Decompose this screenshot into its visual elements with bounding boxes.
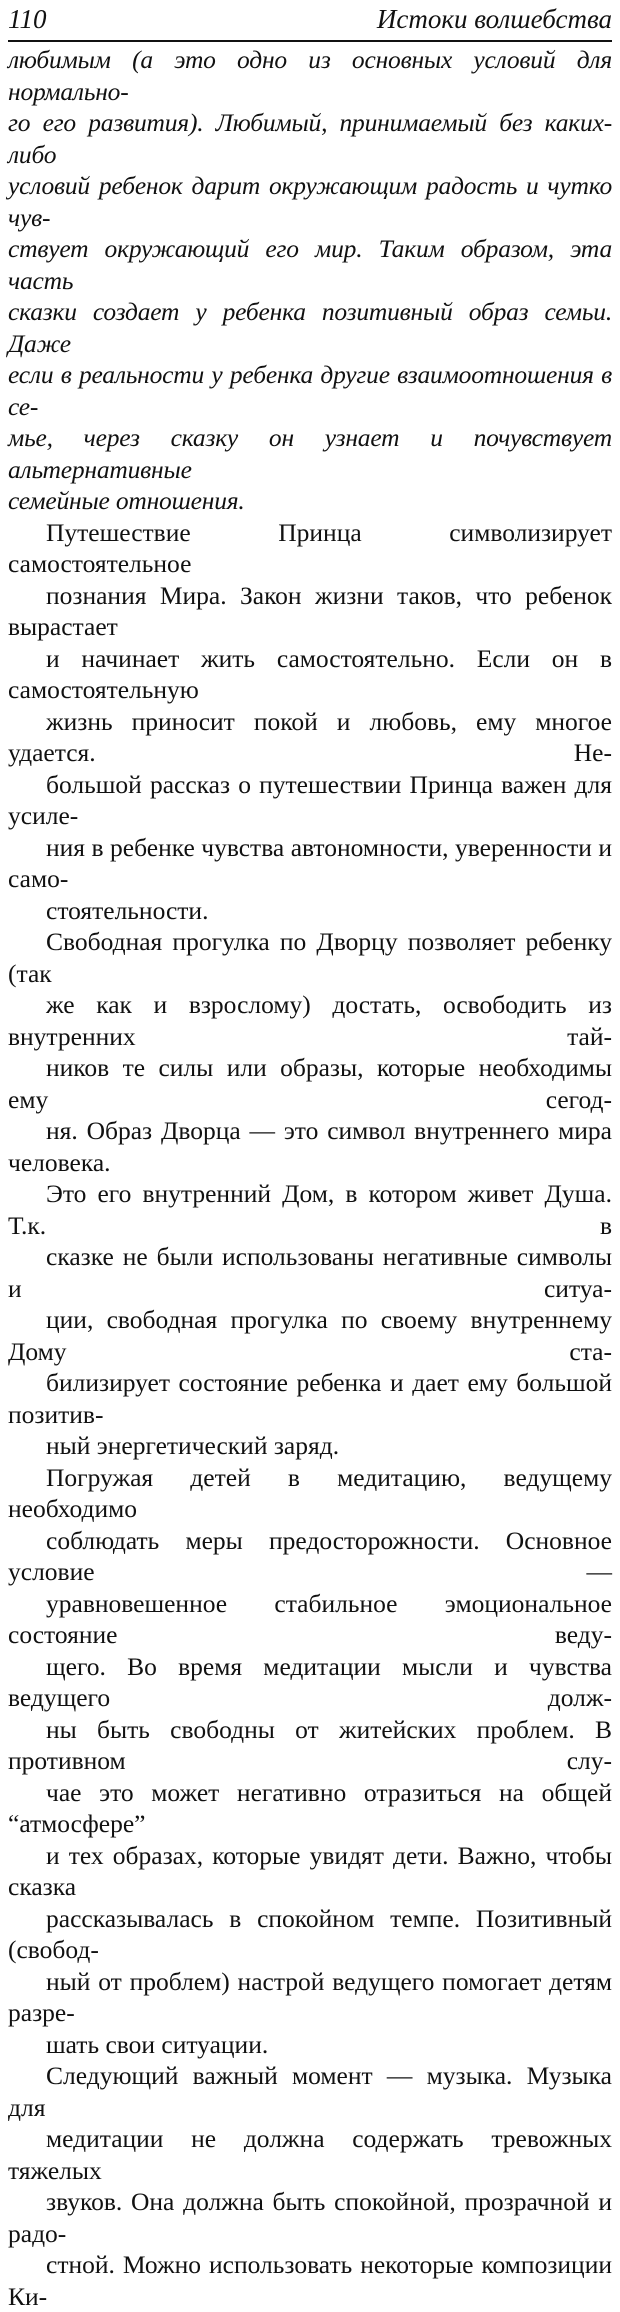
text-line: ный от проблем) настрой ведущего помогает детям разре- — [8, 1966, 612, 2027]
text-line: жизнь приносит покой и любовь, ему многое удается. Не- — [8, 706, 612, 767]
text-line: Это его внутренний Дом, в котором живет Душа. Т.к. в — [8, 1179, 612, 1240]
text-line: любимым (а это одно из основных условий для нормально- — [8, 45, 612, 106]
text-line: ны быть свободны от житейских проблем. В противном слу- — [8, 1714, 612, 1775]
body-text — [8, 44, 612, 2312]
text-line: уравновешенное стабильное эмоциональное состояние веду- — [8, 1588, 612, 1649]
text-line: ния в ребенке чувства автономности, уверенности и само- — [8, 832, 612, 893]
text-line: большой рассказ о путешествии Принца важен для усиле- — [8, 769, 612, 830]
text-line: Путешествие Принца символизирует самостоятельное — [8, 517, 612, 578]
text-line: сказке не были использованы негативные символы и ситуа- — [8, 1242, 612, 1303]
text-line: го его развития). Любимый, принимаемый без каких-либо — [8, 108, 612, 169]
text-line: Погружая детей в медитацию, ведущему необходимо — [8, 1462, 612, 1523]
text-line: и начинает жить самостоятельно. Если он в самостоятельную — [8, 643, 612, 704]
text-line: билизирует состояние ребенка и дает ему большой позитив- — [8, 1368, 612, 1429]
text-line: ции, свободная прогулка по своему внутреннему Дому ста- — [8, 1305, 612, 1366]
running-title: Истоки волшебства — [376, 4, 612, 34]
text-line: шать свои ситуации. — [46, 2029, 269, 2059]
text-line: познания Мира. Закон жизни таков, что ребенок вырастает — [8, 580, 612, 641]
text-line: если в реальности у ребенка другие взаимоотношения в се- — [8, 360, 612, 421]
text-line: чае это может негативно отразиться на общей “атмосфере” — [8, 1777, 612, 1838]
text-line: Следующий важный момент — музыка. Музыка для — [8, 2061, 612, 2122]
text-line: ня. Образ Дворца — это символ внутреннего мира человека. — [8, 1116, 612, 1177]
text-line: же как и взрослому) достать, освободить из внутренних тай- — [8, 990, 612, 1051]
page-header — [8, 0, 612, 42]
text-line: и тех образах, которые увидят дети. Важно, чтобы сказка — [8, 1840, 612, 1901]
text-line: условий ребенок дарит окружающим радость и чутко чув- — [8, 171, 612, 232]
text-line: ный энергетический заряд. — [46, 1431, 340, 1460]
paragraph — [8, 2060, 612, 2312]
text-line: сказки создает у ребенка позитивный образ семьи. Даже — [8, 297, 612, 358]
text-line: ников те силы или образы, которые необходимы ему сегод- — [8, 1053, 612, 1114]
text-line: ствует окружающий его мир. Таким образом, эта часть — [8, 234, 612, 295]
text-line: медитации не должна содержать тревожных тяжелых — [8, 2124, 612, 2185]
text-line: Свободная прогулка по Дворцу позволяет ребенку (так — [8, 927, 612, 988]
text-line: соблюдать меры предосторожности. Основное условие — — [8, 1525, 612, 1586]
text-line: рассказывалась в спокойном темпе. Позитивный (свобод- — [8, 1903, 612, 1964]
paragraph — [8, 1462, 612, 2061]
page-number: 110 — [8, 4, 47, 34]
text-line: звуков. Она должна быть спокойной, прозрачной и радо- — [8, 2187, 612, 2248]
paragraph — [8, 517, 612, 927]
paragraph — [8, 926, 612, 1462]
text-line: щего. Во время медитации мысли и чувства ведущего долж- — [8, 1651, 612, 1712]
paragraph — [8, 44, 612, 517]
text-line: семейные отношения. — [8, 486, 245, 515]
text-line: стной. Можно использовать некоторые композиции Ки- — [8, 2250, 612, 2311]
text-line: стоятельности. — [46, 895, 209, 925]
text-line: мье, через сказку он узнает и почувствует альтернативные — [8, 423, 612, 484]
